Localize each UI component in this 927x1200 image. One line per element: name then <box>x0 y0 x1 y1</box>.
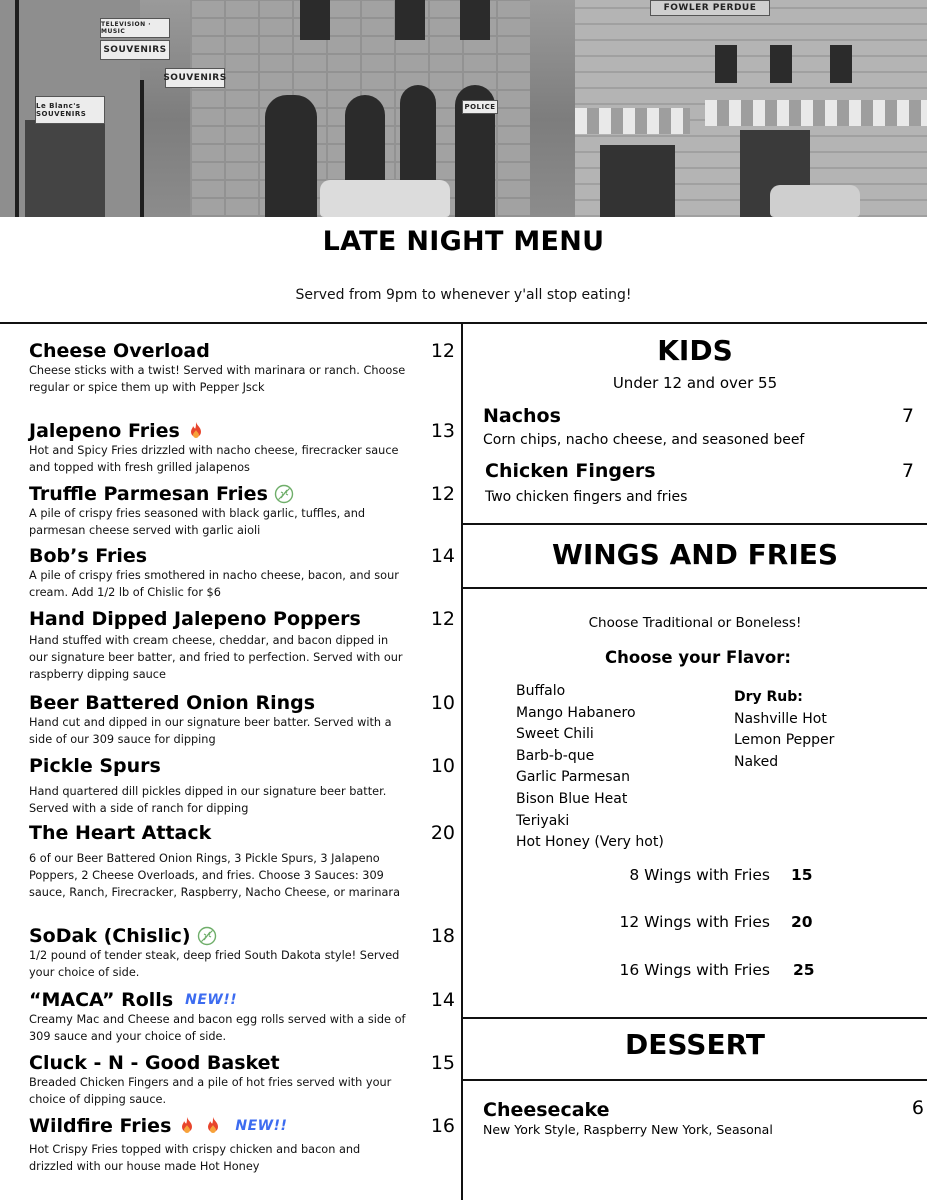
flavor-item: Bison Blue Heat <box>516 790 628 807</box>
item-name-text: Cluck - N - Good Basket <box>29 1052 280 1074</box>
flavor-item: Lemon Pepper <box>734 732 835 749</box>
item-name <box>29 608 459 630</box>
menu-item <box>29 545 459 601</box>
gluten-free-icon <box>274 484 294 504</box>
item-name <box>29 1052 459 1074</box>
item-name-text: Truffle Parmesan Fries <box>29 483 268 505</box>
menu-item <box>29 925 459 981</box>
fire-icon <box>177 1116 197 1136</box>
item-description: Hot Crispy Fries topped with crispy chicken and bacon and drizzled with our house made Hot Honey <box>29 1143 361 1173</box>
flavor-item: Mango Habanero <box>516 704 636 721</box>
item-description: Hand quartered dill pickles dipped in our signature beer batter. Served with a side of ranch for dipping <box>29 785 387 815</box>
item-description: Hot and Spicy Fries drizzled with nacho cheese, firecracker sauce and topped with fresh grilled jalapenos <box>29 444 399 474</box>
kids-heading: KIDS <box>657 334 733 367</box>
menu-item-chicken-fingers <box>485 460 925 507</box>
item-name-text: “MACA” Rolls <box>29 989 174 1011</box>
item-name: Nachos <box>483 405 561 427</box>
photo-window <box>395 0 425 40</box>
item-name-text: Hand Dipped Jalepeno Poppers <box>29 608 361 630</box>
item-description: Hand cut and dipped in our signature beer batter. Served with a side of our 309 sauce for dipping <box>29 716 392 746</box>
flavor-item: Hot Honey (Very hot) <box>516 834 664 851</box>
wing-option-price: 25 <box>793 961 815 979</box>
item-name-text: Beer Battered Onion Rings <box>29 692 316 714</box>
menu-item-cheesecake <box>483 1099 923 1139</box>
photo-sign: FOWLER PERDUE <box>650 0 770 16</box>
flavor-item: Barb-b-que <box>516 747 595 764</box>
item-price: 12 <box>430 340 455 362</box>
wing-option-label: 12 Wings with Fries <box>619 913 770 931</box>
item-price: 18 <box>430 925 455 947</box>
photo-window <box>600 145 675 217</box>
flavor-list <box>516 681 664 854</box>
menu-item <box>29 483 459 539</box>
fire-icon <box>203 1116 223 1136</box>
item-price: 13 <box>430 420 455 442</box>
item-name-text: SoDak (Chislic) <box>29 925 191 947</box>
item-price: 20 <box>430 822 455 844</box>
menu-item <box>29 822 459 901</box>
photo-window <box>265 95 317 217</box>
photo-window <box>830 45 852 83</box>
item-price: 15 <box>430 1052 455 1074</box>
photo-car <box>320 180 450 217</box>
photo-sign: SOUVENIRS <box>165 68 225 88</box>
item-price: 16 <box>430 1115 455 1137</box>
wings-heading: WINGS AND FRIES <box>551 538 839 571</box>
photo-awning <box>705 100 927 126</box>
flavor-heading: Choose your Flavor: <box>605 648 791 667</box>
item-name <box>29 692 459 714</box>
item-price: 7 <box>901 405 914 427</box>
menu-item <box>29 340 459 396</box>
wing-option-price: 15 <box>791 866 813 884</box>
new-badge: NEW!! <box>185 992 238 1008</box>
photo-sign: TELEVISION · MUSIC <box>100 18 170 38</box>
wings-note: Choose Traditional or Boneless! <box>588 615 802 631</box>
item-name-text: Jalepeno Fries <box>29 420 180 442</box>
item-name <box>29 545 459 567</box>
divider <box>463 1017 927 1019</box>
photo-window <box>300 0 330 40</box>
menu-item-nachos <box>483 405 923 450</box>
item-description: Corn chips, nacho cheese, and seasoned beef <box>483 432 805 448</box>
wing-option-label: 16 Wings with Fries <box>619 961 770 979</box>
divider <box>0 322 927 324</box>
item-name <box>29 420 459 442</box>
header-photo <box>0 0 927 217</box>
photo-window <box>715 45 737 83</box>
photo-pole <box>15 0 19 217</box>
flavor-item: Nashville Hot <box>734 710 827 727</box>
item-price: 10 <box>430 755 455 777</box>
item-name <box>29 925 459 947</box>
item-name <box>29 483 459 505</box>
divider <box>463 523 927 525</box>
fire-icon <box>186 421 206 441</box>
item-description: Breaded Chicken Fingers and a pile of hot fries served with your choice of dipping sauce. <box>29 1076 392 1106</box>
item-name <box>29 340 459 362</box>
item-description: Cheese sticks with a twist! Served with marinara or ranch. Choose regular or spice them up with Pepper Jsck <box>29 364 406 394</box>
flavor-item: Teriyaki <box>516 812 570 829</box>
photo-window <box>25 120 105 217</box>
item-price: 12 <box>430 608 455 630</box>
menu-item <box>29 755 459 817</box>
item-price: 6 <box>911 1097 924 1119</box>
dessert-heading: DESSERT <box>625 1028 765 1061</box>
item-name-text: Bob’s Fries <box>29 545 148 567</box>
item-price: 14 <box>430 545 455 567</box>
photo-window <box>770 45 792 83</box>
menu-item <box>29 1052 459 1108</box>
gluten-free-icon <box>197 926 217 946</box>
photo-window <box>460 0 490 40</box>
item-name-text: The Heart Attack <box>29 822 212 844</box>
item-name: Chicken Fingers <box>485 460 656 482</box>
item-description: 6 of our Beer Battered Onion Rings, 3 Pickle Spurs, 3 Jalapeno Poppers, 2 Cheese Overloads, and fries. Choose 3 Sauces: 309 sauce, Ranch, Firecracker, Raspberry, Nacho Cheese, or marinara <box>29 852 400 899</box>
dry-rub-list <box>734 687 834 773</box>
divider <box>463 587 927 589</box>
menu-item <box>29 989 459 1045</box>
menu-item <box>29 1115 459 1175</box>
item-price: 12 <box>430 483 455 505</box>
menu-item <box>29 692 459 748</box>
flavor-item: Naked <box>734 753 779 770</box>
item-description: A pile of crispy fries smothered in nacho cheese, bacon, and sour cream. Add 1/2 lb of Chislic for $6 <box>29 569 399 599</box>
page-subtitle: Served from 9pm to whenever y'all stop eating! <box>295 287 632 303</box>
flavor-item: Buffalo <box>516 683 566 699</box>
divider <box>463 1079 927 1081</box>
item-name-text: Cheese Overload <box>29 340 210 362</box>
item-name-text: Wildfire Fries <box>29 1115 172 1137</box>
item-name <box>29 822 459 844</box>
item-name: Cheesecake <box>483 1099 610 1121</box>
photo-sign: SOUVENIRS <box>100 40 170 60</box>
item-price: 14 <box>430 989 455 1011</box>
menu-item <box>29 420 459 476</box>
kids-subtitle: Under 12 and over 55 <box>612 374 778 392</box>
item-name <box>29 1115 459 1137</box>
item-description: A pile of crispy fries seasoned with black garlic, tuffles, and parmesan cheese served with garlic aioli <box>29 507 366 537</box>
item-description: Two chicken fingers and fries <box>485 489 688 505</box>
item-name-text: Pickle Spurs <box>29 755 161 777</box>
photo-pole <box>140 80 144 217</box>
flavor-item: Sweet Chili <box>516 726 594 743</box>
item-price: 7 <box>901 460 914 482</box>
photo-sign: Le Blanc's SOUVENIRS <box>35 96 105 124</box>
photo-awning <box>575 108 690 134</box>
item-description: New York Style, Raspberry New York, Seasonal <box>483 1122 773 1137</box>
item-price: 10 <box>430 692 455 714</box>
dry-rub-label: Dry Rub: <box>734 689 803 705</box>
photo-sign: POLICE <box>462 100 498 114</box>
photo-car <box>770 185 860 217</box>
item-name <box>29 989 459 1011</box>
new-badge: NEW!! <box>235 1118 288 1134</box>
item-description: Hand stuffed with cream cheese, cheddar, and bacon dipped in our signature beer batter, and fried to perfection. Served with our raspberry dipping sauce <box>29 634 403 681</box>
flavor-item: Garlic Parmesan <box>516 769 631 786</box>
wing-option-price: 20 <box>791 913 813 931</box>
item-name <box>29 755 459 777</box>
page-title: LATE NIGHT MENU <box>322 226 605 257</box>
wing-option-label: 8 Wings with Fries <box>629 866 770 884</box>
menu-item <box>29 608 459 683</box>
item-description: 1/2 pound of tender steak, deep fried South Dakota style! Served your choice of side. <box>29 949 400 979</box>
item-description: Creamy Mac and Cheese and bacon egg rolls served with a side of 309 sauce and your choice of side. <box>29 1013 406 1043</box>
column-divider <box>461 323 463 1200</box>
